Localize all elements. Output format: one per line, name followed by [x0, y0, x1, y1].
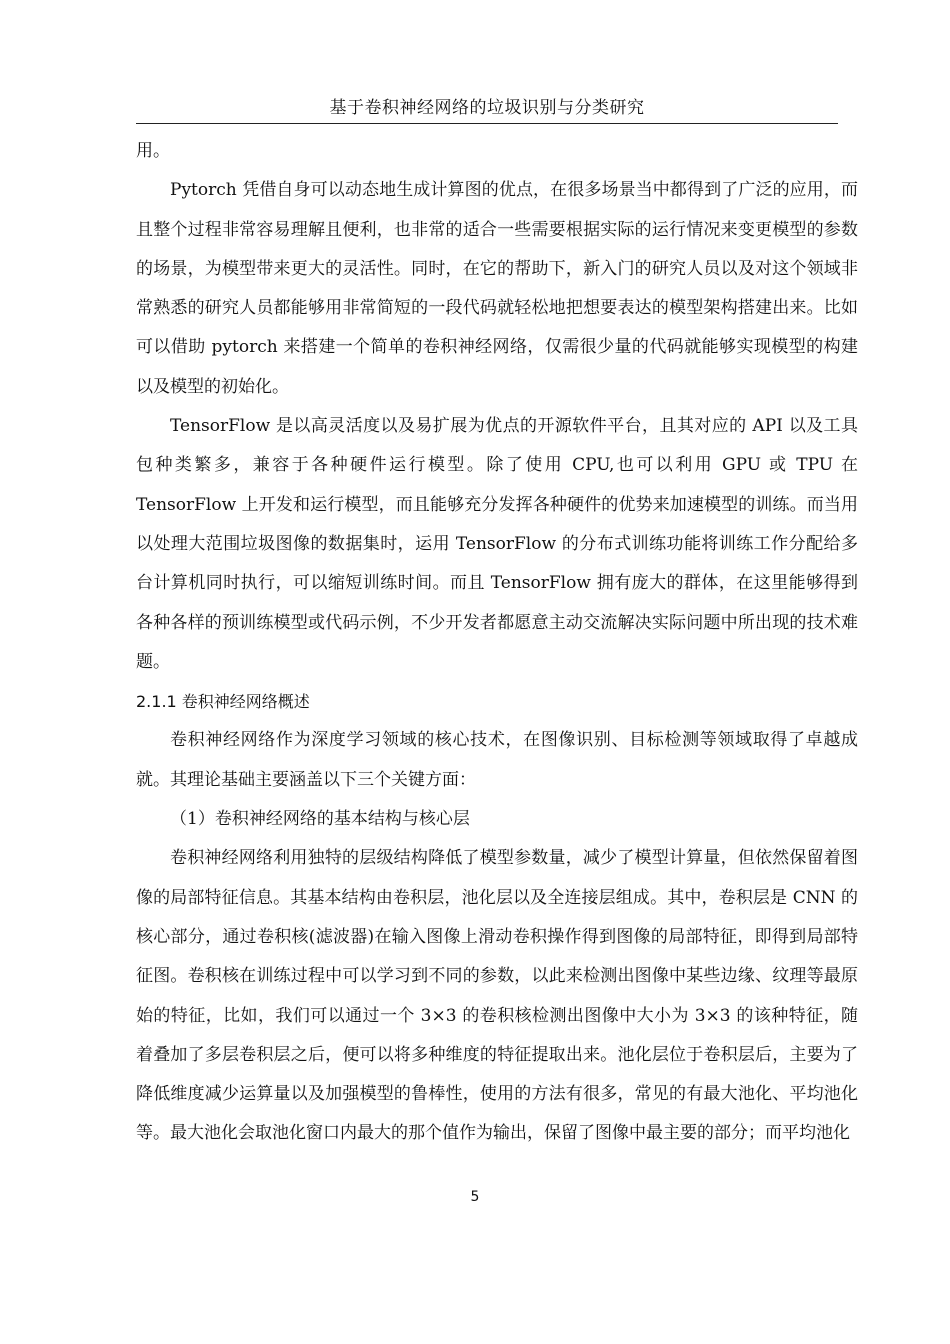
paragraph-pytorch: Pytorch 凭借自身可以动态地生成计算图的优点，在很多场景当中都得到了广泛的应用，而且整个过程非常容易理解且便利，也非常的适合一些需要根据实际的运行情况来变更模型的参数的场景，为模型带来更大的灵活性。同时，在它的帮助下，新入门的研究人员以及对这个领域非常熟悉的研究人员都能够用非常简短的一段代码就轻松地把想要表达的模型架构搭建出来。比如可以借助 pytorch 来搭建一个简单的卷积神经网络，仅需很少量的代码就能够实现模型的构建以及模型的初始化。 [136, 180, 858, 397]
section-heading: 2.1.1 卷积神经网络概述 [136, 692, 310, 712]
body-text [136, 132, 858, 1154]
paragraph-cnn-intro: 卷积神经网络作为深度学习领域的核心技术，在图像识别、目标检测等领域取得了卓越成就。其理论基础主要涵盖以下三个关键方面： [136, 730, 858, 790]
page-number: 5 [470, 1189, 480, 1205]
header-divider [136, 123, 838, 124]
continuation-text: 用。 [136, 141, 170, 161]
paragraph-cnn-structure: 卷积神经网络利用独特的层级结构降低了模型参数量，减少了模型计算量，但依然保留着图像的局部特征信息。其基本结构由卷积层，池化层以及全连接层组成。其中，卷积层是 CNN 的核心部分，通过卷积核(滤波器)在输入图像上滑动卷积操作得到图像的局部特征，即得到局部特征图。卷积核在训练过程中可以学习到不同的参数，以此来检测出图像中某些边缘、纹理等最原始的特征，比如，我们可以通过一个 3×3 的卷积核检测出图像中大小为 3×3 的该种特征，随着叠加了多层卷积层之后，便可以将多种维度的特征提取出来。池化层位于卷积层后，主要为了降低维度减少运算量以及加强模型的鲁棒性，使用的方法有很多，常见的有最大池化、平均池化等。最大池化会取池化窗口内最大的那个值作为输出，保留了图像中最主要的部分；而平均池化 [136, 848, 858, 1144]
paragraph-tensorflow: TensorFlow 是以高灵活度以及易扩展为优点的开源软件平台，且其对应的 API 以及工具包种类繁多，兼容于各种硬件运行模型。除了使用 CPU,也可以利用 GPU 或 TPU 在 TensorFlow 上开发和运行模型，而且能够充分发挥各种硬件的优势来加速模型的训练。而当用以处理大范围垃圾图像的数据集时，运用 TensorFlow 的分布式训练功能将训练工作分配给多台计算机同时执行，可以缩短训练时间。而且 TensorFlow 拥有庞大的群体，在这里能够得到各种各样的预训练模型或代码示例，不少开发者都愿意主动交流解决实际问题中所出现的技术难题。 [136, 416, 858, 672]
sub-heading: （1）卷积神经网络的基本结构与核心层 [170, 809, 470, 830]
running-header-title: 基于卷积神经网络的垃圾识别与分类研究 [329, 98, 645, 118]
